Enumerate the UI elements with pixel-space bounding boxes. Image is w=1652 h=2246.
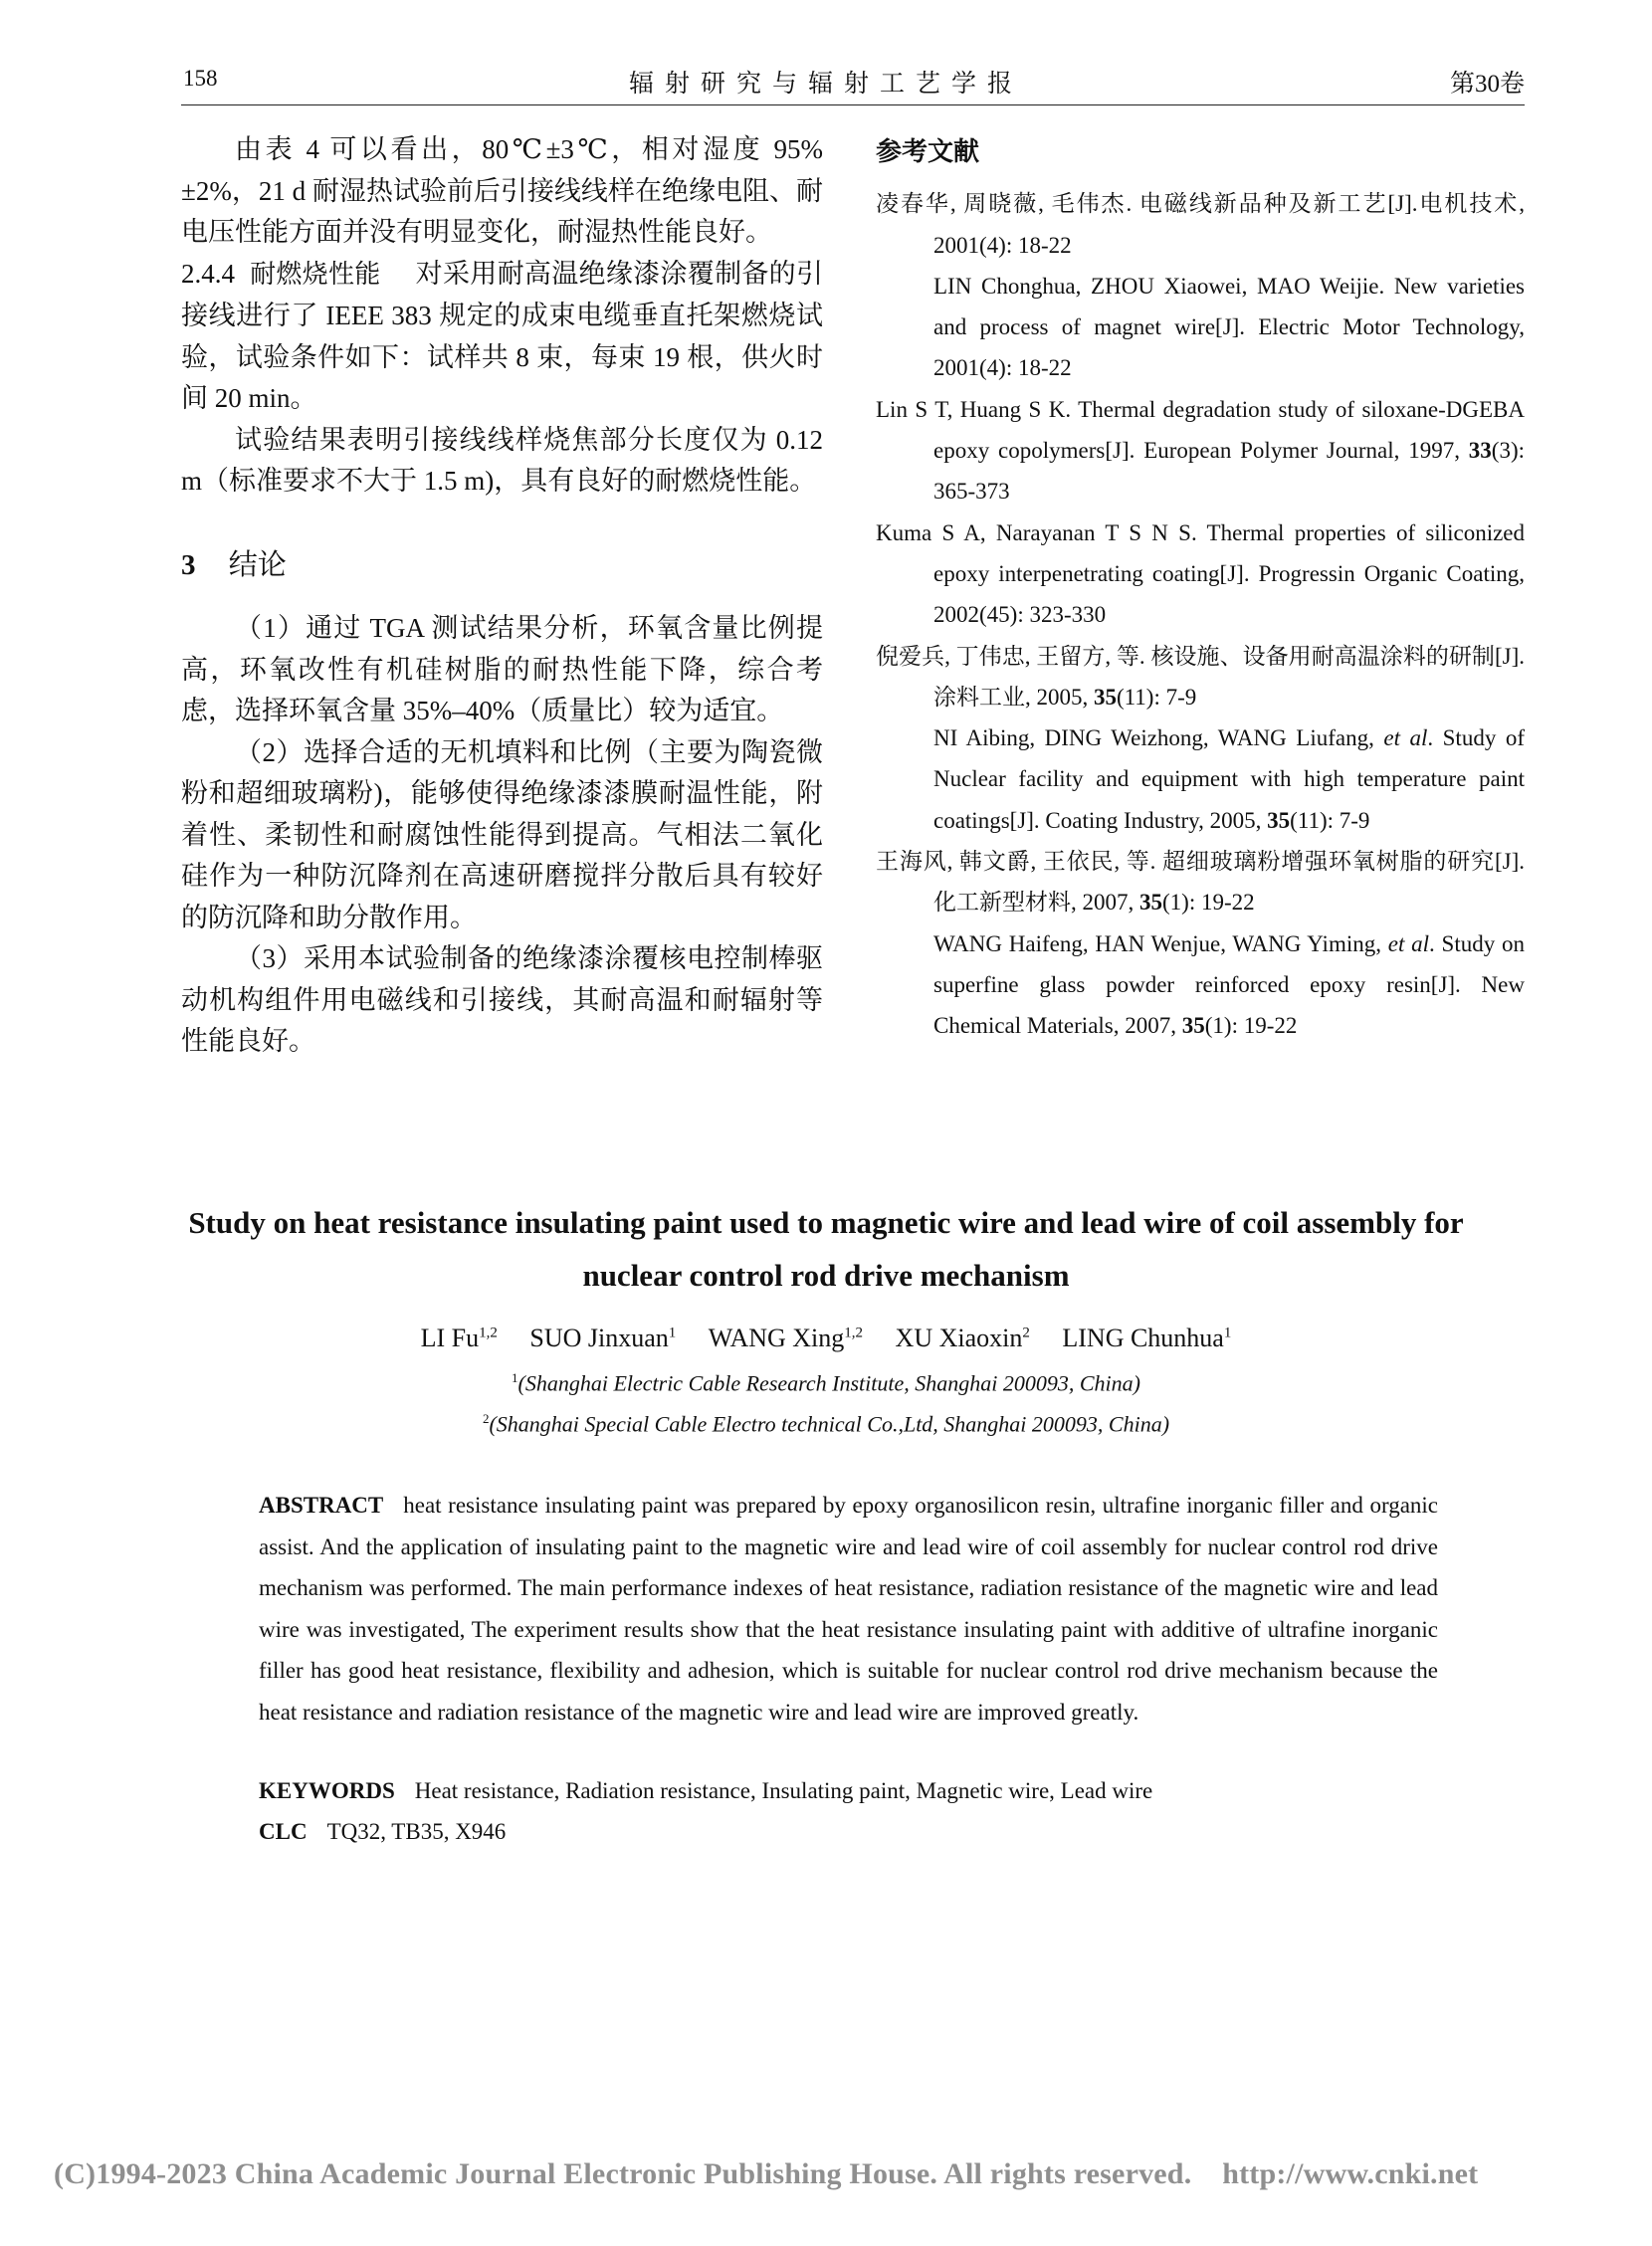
author [421, 1324, 498, 1352]
english-title [139, 1196, 1513, 1302]
clc-text: TQ32, TB35, X946 [326, 1819, 507, 1844]
affiliation-2 [0, 1411, 1652, 1437]
section-number: 3 [181, 548, 196, 581]
page-number: 158 [183, 66, 218, 91]
subsection-title: 耐燃烧性能 [250, 259, 381, 290]
author-affiliation-mark: 2 [1022, 1325, 1030, 1341]
author-affiliation-mark: 1 [668, 1325, 677, 1341]
keywords-label: KEYWORDS [259, 1778, 395, 1803]
affiliation-2-text: (Shanghai Special Cable Electro technical Co.,Ltd, Shanghai 200093, China) [489, 1411, 1170, 1437]
reference-1 [876, 183, 1525, 388]
clc [259, 1819, 506, 1845]
reference-5 [876, 841, 1525, 1046]
reference-2-text: Lin S T, Huang S K. Thermal degradation study of siloxane-DGEBA epoxy copolymers[J]. European Polymer Journal, 1997, [876, 396, 1525, 464]
affiliation-1-text: (Shanghai Electric Cable Research Institute, Shanghai 200093, China) [517, 1370, 1140, 1396]
reference-4-en-pages: (11): 7-9 [1290, 807, 1370, 833]
reference-4-en-etal: et al [1383, 725, 1428, 751]
reference-5-en-text: . Study on superfine glass powder reinforced epoxy resin[J]. New Chemical Materials, 2007, [933, 930, 1525, 1039]
keywords-text: Heat resistance, Radiation resistance, Insulating paint, Magnetic wire, Lead wire [414, 1778, 1153, 1803]
copyright-footer: (C)1994-2023 China Academic Journal Electronic Publishing House. All rights reserved. http://www.cnki.net [54, 2157, 1479, 2190]
reference-4-en-authors: NI Aibing, DING Weizhong, WANG Liufang, [933, 725, 1384, 751]
reference-1-en: LIN Chonghua, ZHOU Xiaowei, MAO Weijie. New varieties and process of magnet wire[J]. Electric Motor Technology, 2001(4): 18-22 [933, 273, 1525, 381]
reference-5-cn-volume: 35 [1139, 890, 1162, 916]
left-column [181, 129, 823, 1063]
author-name: XU Xiaoxin [895, 1324, 1023, 1352]
subsection-number: 2.4.4 [181, 258, 235, 289]
conclusion-1: （1）通过 TGA 测试结果分析，环氧含量比例提高，环氧改性有机硅树脂的耐热性能下降，综合考虑，选择环氧含量 35%–40%（质量比）较为适宜。 [181, 613, 823, 725]
paragraph-combustion-result: 试验结果表明引接线线样烧焦部分长度仅为 0.12 m（标准要求不大于 1.5 m)，具有良好的耐燃烧性能。 [181, 424, 823, 496]
reference-4-en-volume: 35 [1267, 807, 1291, 833]
author [529, 1324, 676, 1352]
conclusion-2: （2）选择合适的无机填料和比例（主要为陶瓷微粉和超细玻璃粉)，能够使得绝缘漆漆膜耐温性能，附着性、柔韧性和耐腐蚀性能得到提高。气相法二氧化硅作为一种防沉降剂在高速研磨搅拌分散后具有较好的防沉降和助分散作用。 [181, 736, 823, 932]
journal-title: 辐射研究与辐射工艺学报 [628, 71, 1023, 98]
references-column [876, 132, 1525, 1047]
author-affiliation-mark: 1 [1223, 1325, 1232, 1341]
section-heading [181, 544, 823, 587]
english-title-line-2: nuclear control rod drive mechanism [582, 1258, 1070, 1293]
author-name: SUO Jinxuan [529, 1324, 669, 1352]
reference-2-pages: (3): 365-373 [933, 438, 1525, 505]
english-title-line-1: Study on heat resistance insulating paint used to magnetic wire and lead wire of coil assembly for [188, 1205, 1464, 1240]
reference-5-en-volume: 35 [1181, 1013, 1205, 1039]
affiliation-1 [0, 1370, 1652, 1396]
reference-5-en-etal: et al [1387, 930, 1430, 956]
reference-1-cn: 凌春华, 周晓薇, 毛伟杰. 电磁线新品种及新工艺[J].电机技术, 2001(4): 18-22 [876, 191, 1525, 258]
clc-label: CLC [259, 1819, 308, 1844]
reference-4-cn [876, 644, 1525, 710]
reference-4-cn-volume: 35 [1094, 684, 1117, 710]
abstract-label: ABSTRACT [259, 1493, 384, 1518]
abstract [259, 1485, 1438, 1734]
header-rule [181, 104, 1525, 105]
author-list [0, 1324, 1652, 1353]
affiliation-1-mark: 1 [512, 1370, 518, 1385]
section-title: 结论 [228, 546, 287, 581]
volume-label: 第30卷 [1449, 71, 1525, 98]
author [709, 1324, 863, 1352]
reference-5-cn-pages: (1): 19-22 [1162, 890, 1255, 916]
reference-5-en [933, 923, 1525, 1047]
subsection-combustion [181, 254, 823, 420]
author-affiliation-mark: 1,2 [844, 1325, 864, 1341]
author-name: LI Fu [420, 1324, 480, 1352]
paragraph-combustion: 对采用耐高温绝缘漆涂覆制备的引接线进行了 IEEE 383 规定的成束电缆垂直托架燃烧试验，试验条件如下：试样共 8 束，每束 19 根，供火时间 20 min。 [181, 258, 823, 413]
reference-5-cn [876, 849, 1525, 915]
references-title: 参考文献 [876, 137, 980, 167]
reference-5-cn-text: 王海风, 韩文爵, 王依民, 等. 超细玻璃粉增强环氧树脂的研究[J]. 化工新型材料, 2007, [876, 849, 1525, 916]
reference-4-en-text: . Study of Nuclear facility and equipment with high temperature paint coatings[J]. Coating Industry, 2005, [933, 725, 1525, 833]
reference-4-en [933, 717, 1525, 841]
reference-5-en-authors: WANG Haifeng, HAN Wenjue, WANG Yiming, [933, 930, 1388, 956]
reference-3: Kuma S A, Narayanan T S N S. Thermal properties of siliconized epoxy interpenetrating coating[J]. Progressin Organic Coating, 2002(45): 323-330 [876, 519, 1525, 628]
author-affiliation-mark: 1,2 [479, 1325, 498, 1341]
author-name: LING Chunhua [1062, 1324, 1224, 1352]
author [896, 1324, 1030, 1352]
keywords [259, 1778, 1152, 1804]
affiliation-2-mark: 2 [482, 1411, 490, 1426]
abstract-text: heat resistance insulating paint was prepared by epoxy organosilicon resin, ultrafine inorganic filler and organic assist. And the application of insulating paint to the magnetic wire and lead wire of coil assembly for nuclear control rod drive mechanism was performed. The main performance indexes of heat resistance, radiation resistance of the magnetic wire and lead wire was investigated, The experiment results show that the heat resistance insulating paint with additive of ultrafine inorganic filler has good heat resistance, flexibility and adhesion, which is suitable for nuclear control rod drive mechanism because the heat resistance and radiation resistance of the magnetic wire and lead wire are improved greatly. [259, 1493, 1438, 1725]
reference-4-cn-pages: (11): 7-9 [1117, 684, 1197, 710]
reference-4-cn-text: 倪爱兵, 丁伟忠, 王留方, 等. 核设施、设备用耐高温涂料的研制[J]. 涂料工业, 2005, [876, 643, 1525, 710]
reference-4 [876, 636, 1525, 841]
author [1062, 1324, 1231, 1352]
reference-2 [876, 389, 1525, 512]
conclusion-3: （3）采用本试验制备的绝缘漆涂覆核电控制棒驱动机构组件用电磁线和引接线，其耐高温和耐辐射等性能良好。 [181, 943, 823, 1056]
reference-2-volume: 33 [1468, 438, 1492, 464]
paragraph-humidity: 由表 4 可以看出，80℃±3℃，相对湿度 95%±2%，21 d 耐湿热试验前后引接线线样在绝缘电阻、耐电压性能方面并没有明显变化，耐湿热性能良好。 [181, 134, 823, 247]
reference-5-en-pages: (1): 19-22 [1204, 1013, 1298, 1039]
author-name: WANG Xing [708, 1324, 845, 1352]
